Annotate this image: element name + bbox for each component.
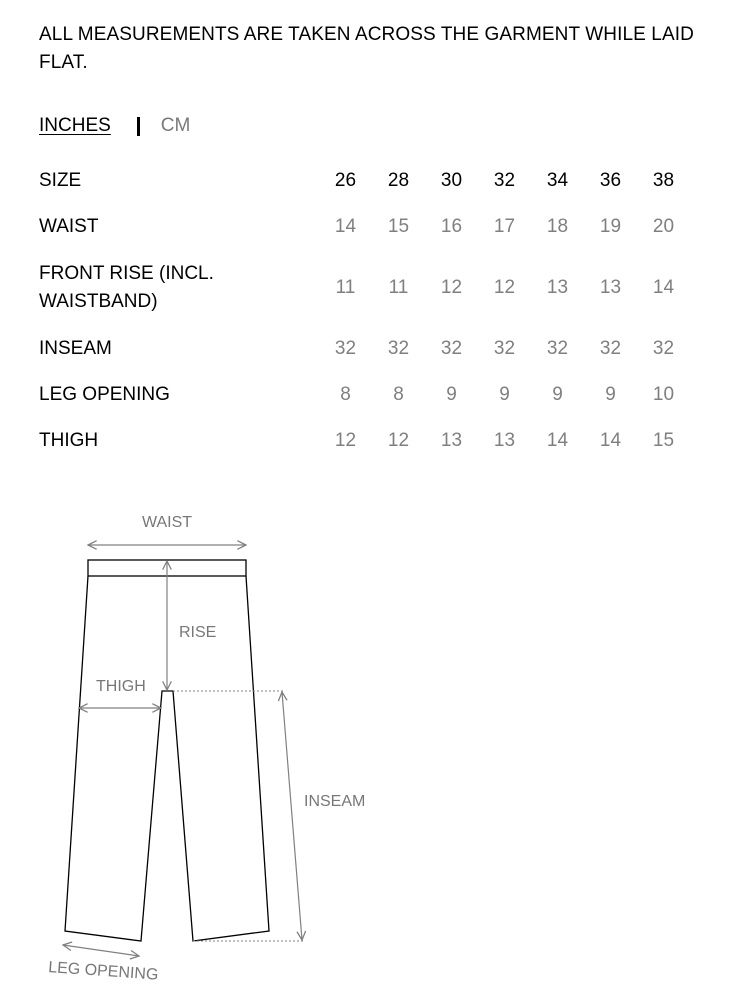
table-cell: 14 — [334, 216, 357, 237]
table-cell: 14 — [546, 430, 569, 451]
thigh-measure — [79, 678, 161, 708]
table-row-leg-opening — [39, 372, 690, 418]
table-cell: 11 — [335, 277, 356, 298]
table-cell: 9 — [605, 384, 616, 405]
table-cell: 9 — [499, 384, 510, 405]
leg-opening-measure — [48, 945, 159, 984]
table-cell: 32 — [652, 338, 675, 359]
table-cell: 32 — [599, 338, 622, 359]
table-cell: 12 — [493, 277, 516, 298]
row-label-front-rise: FRONT RISE (INCL. WAISTBAND) — [39, 263, 214, 312]
table-cell: 13 — [440, 430, 463, 451]
measurement-note: ALL MEASUREMENTS ARE TAKEN ACROSS THE GARMENT WHILE LAID FLAT. — [39, 24, 694, 73]
size-36: 36 — [599, 170, 622, 191]
size-chart-table — [39, 158, 690, 464]
rise-diagram-label: RISE — [179, 624, 217, 641]
table-row-inseam — [39, 326, 690, 372]
waist-measure — [88, 514, 246, 545]
table-cell: 9 — [446, 384, 457, 405]
waist-diagram-label: WAIST — [141, 514, 193, 531]
table-cell: 12 — [387, 430, 410, 451]
table-cell: 8 — [340, 384, 351, 405]
table-row-thigh — [39, 418, 690, 464]
table-cell: 32 — [493, 338, 516, 359]
table-cell: 11 — [388, 277, 409, 298]
size-32: 32 — [493, 170, 516, 191]
table-cell: 12 — [440, 277, 463, 298]
table-cell: 19 — [599, 216, 622, 237]
row-label-leg-opening: LEG OPENING — [39, 384, 170, 405]
table-cell: 17 — [493, 216, 516, 237]
table-cell: 12 — [334, 430, 357, 451]
row-label-thigh: THIGH — [39, 430, 99, 451]
unit-toggle — [39, 115, 190, 137]
table-cell: 32 — [440, 338, 463, 359]
size-28: 28 — [387, 170, 410, 191]
table-cell: 10 — [652, 384, 675, 405]
table-row-waist — [39, 204, 690, 250]
table-cell: 16 — [440, 216, 463, 237]
thigh-diagram-label: THIGH — [96, 678, 146, 695]
pants-measurement-diagram — [0, 500, 420, 1004]
table-cell: 14 — [652, 277, 675, 298]
inseam-diagram-label: INSEAM — [304, 793, 366, 810]
row-label-waist: WAIST — [39, 216, 99, 237]
leg-opening-diagram-label: LEG OPENING — [47, 959, 159, 984]
table-cell: 8 — [393, 384, 404, 405]
table-cell: 9 — [552, 384, 563, 405]
unit-divider — [137, 117, 140, 136]
size-30: 30 — [440, 170, 463, 191]
row-label-inseam: INSEAM — [39, 338, 112, 359]
inseam-measure — [173, 691, 365, 941]
table-cell: 15 — [652, 430, 675, 451]
table-cell: 32 — [334, 338, 357, 359]
table-cell: 15 — [387, 216, 410, 237]
table-cell: 13 — [599, 277, 622, 298]
size-26: 26 — [334, 170, 357, 191]
size-header-label: SIZE — [39, 170, 82, 191]
table-cell: 13 — [546, 277, 569, 298]
table-row-front-rise — [39, 250, 690, 326]
table-cell: 13 — [493, 430, 516, 451]
table-cell: 32 — [546, 338, 569, 359]
table-cell: 32 — [387, 338, 410, 359]
rise-measure — [167, 561, 216, 690]
unit-inches-tab[interactable]: INCHES — [39, 115, 111, 136]
size-34: 34 — [546, 170, 569, 191]
size-header-row — [39, 158, 690, 204]
table-cell: 14 — [599, 430, 622, 451]
table-cell: 20 — [652, 216, 675, 237]
size-38: 38 — [652, 170, 675, 191]
unit-cm-tab[interactable]: CM — [160, 115, 191, 136]
table-cell: 18 — [546, 216, 569, 237]
